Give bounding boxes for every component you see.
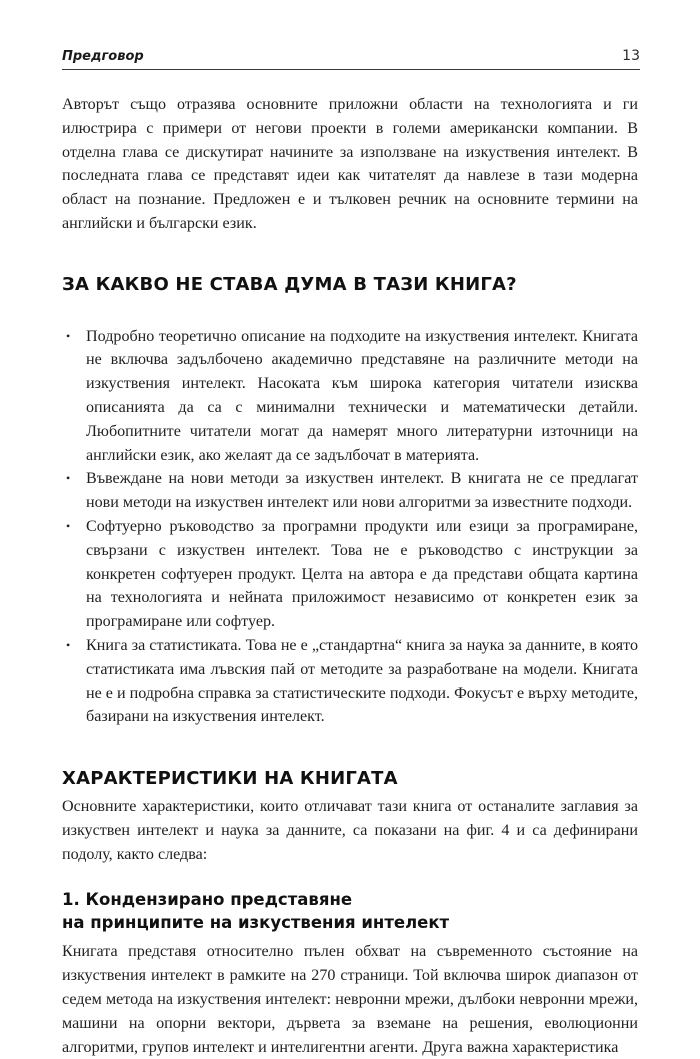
subsection-body-paragraph: Книгата представя относително пълен обхват на съвременното състояние на изкуствения интелект в рамките на 270 страници. Той включва широк диапазон от седем метода на изкуствения интелект: невронни мрежи, дълбоки невронни мрежи, машини на опорни вектори, дървета за вземане на решения, еволюционни алгоритми, групов интелект и интелигентни агенти. Друга важна характеристика xyxy=(62,943,638,1056)
list-item-text: Книга за статистиката. Това не е „стандартна“ книга за наука за данните, в която статистиката има лъвския пай от методите за разработване на модели. Книгата не е и подробна справка за статистическите подходи. Фокусът е върху методите, базирани на изкуствения интелект. xyxy=(86,636,638,726)
intro-paragraph: Авторът също отразява основните приложни области на технологията и ги илюстрира с примери от негови проекти в големи американски компании. В отделна глава се дискутират начините за използване на изкуствения интелект. В последната глава се представят идеи как читателят да навлезе в тази модерна област на познание. Предложен е и тълковен речник на основните термини на английски и български език. xyxy=(62,96,638,232)
section-heading-features: ХАРАКТЕРИСТИКИ НА КНИГАТА xyxy=(62,768,398,790)
page-number: 13 xyxy=(622,48,640,64)
bullet-icon: • xyxy=(66,471,71,486)
list-item xyxy=(62,467,638,515)
list-item xyxy=(62,515,638,634)
list-item xyxy=(62,325,638,468)
page-content xyxy=(62,93,638,1059)
bullet-icon: • xyxy=(66,518,71,533)
not-covered-list xyxy=(62,325,638,730)
subsection-heading xyxy=(62,888,638,934)
section-heading-not-covered: ЗА КАКВО НЕ СТАВА ДУМА В ТАЗИ КНИГА? xyxy=(62,273,517,295)
running-header xyxy=(62,47,640,70)
subsection-heading-line-2: на принципите на изкуствения интелект xyxy=(62,913,450,933)
list-item xyxy=(62,634,638,729)
subsection-heading-line-1: 1. Кондензирано представяне xyxy=(62,890,353,910)
list-item-text: Подробно теоретично описание на подходите на изкуствения интелект. Книгата не включва задълбочено академично представяне на различните методи на изкуствения интелект. Насоката към широка категория читатели изисква описанията да са с минимални технически и математически детайли. Любопитните читатели могат да намерят много литературни източници на английски език, ако желаят да се задълбочат в материята. xyxy=(86,327,638,464)
list-item-text: Въвеждане на нови методи за изкуствен интелект. В книгата не се предлагат нови методи на изкуствен интелект или нови алгоритми за известните подходи. xyxy=(86,470,638,512)
features-intro-paragraph: Основните характеристики, които отличават тази книга от останалите заглавия за изкуствен интелект и наука за данните, са показани на фиг. 4 и са дефинирани подолу, както следва: xyxy=(62,797,638,863)
running-title: Предговор xyxy=(62,49,144,64)
bullet-icon: • xyxy=(66,328,71,343)
list-item-text: Софтуерно ръководство за програмни продукти или езици за програмиране, свързани с изкуствен интелект. Това не е ръководство с инструкции за конкретен софтуерен продукт. Целта на автора е да представи общата картина на технологията и нейната приложимост независимо от конкретен език за програмиране или софтуер. xyxy=(86,517,638,631)
bullet-icon: • xyxy=(66,637,71,652)
